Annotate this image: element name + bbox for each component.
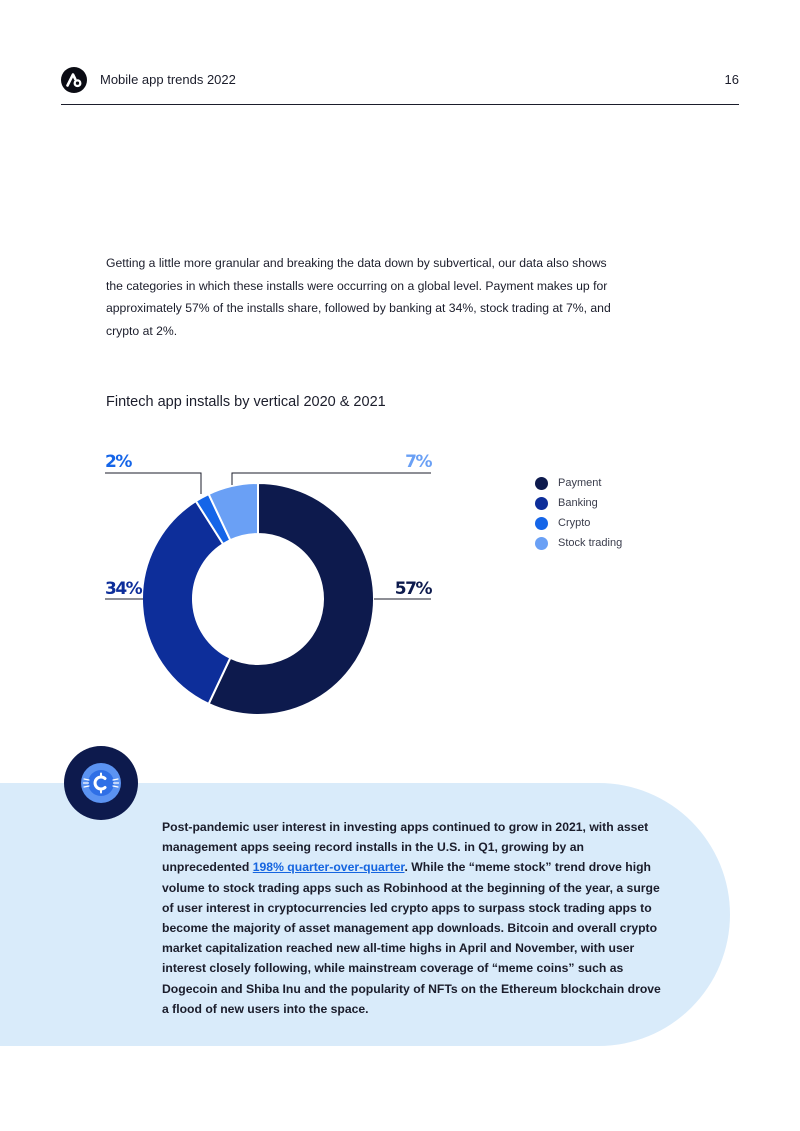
legend-swatch bbox=[535, 497, 548, 510]
chart-title: Fintech app installs by vertical 2020 & 2021 bbox=[106, 394, 386, 410]
leader-line-crypto bbox=[105, 473, 201, 494]
callout-text bbox=[162, 817, 662, 1019]
legend-swatch bbox=[535, 537, 548, 550]
legend-label: Payment bbox=[558, 477, 602, 489]
document-title: Mobile app trends 2022 bbox=[100, 72, 236, 87]
legend-item-stock-trading bbox=[535, 533, 622, 553]
legend-swatch bbox=[535, 477, 548, 490]
data-label-banking: 34% bbox=[105, 579, 142, 599]
callout-text-start: Post-pandemic user interest in investing apps continued to grow in 2021, with asset management apps seeing record installs in the U.S. in Q1, growing by an unprecedented bbox=[162, 820, 649, 875]
data-label-payment: 57% bbox=[394, 579, 431, 599]
intro-paragraph: Getting a little more granular and breaking the data down by subvertical, our data also shows the categories in which these installs were occurring on a global level. Payment makes up for approximately 57% of the installs share, followed by banking at 34%, stock trading at 7%, and crypto at 2%. bbox=[106, 256, 611, 338]
donut-chart bbox=[0, 430, 800, 730]
legend-item-banking bbox=[535, 493, 622, 513]
legend-swatch bbox=[535, 517, 548, 530]
legend-item-crypto bbox=[535, 513, 622, 533]
header-divider bbox=[61, 104, 739, 105]
quarter-over-quarter-link[interactable]: 198% quarter-over-quarter bbox=[252, 860, 405, 875]
data-label-stock: 7% bbox=[405, 452, 431, 472]
chart-legend bbox=[535, 473, 622, 553]
callout-text-end: . While the “meme stock” trend drove high volume to stock trading apps such as Robinhood at the beginning of the year, a surge of user interest in cryptocurrencies led crypto apps to surpass stock trading apps to become the majority of asset management app downloads. Bitcoin and overall crypto market capitalization reached new all-time highs in April and November, with user interest closely following, while mainstream coverage of “meme coins” such as Dogecoin and Shiba Inu and the popularity of NFTs on the Ethereum blockchain drove a flood of new users into the space. bbox=[162, 860, 661, 1016]
crypto-coin-icon bbox=[64, 746, 138, 820]
data-label-crypto: 2% bbox=[105, 452, 131, 472]
page-number: 16 bbox=[724, 72, 739, 87]
legend-label: Banking bbox=[558, 497, 598, 509]
adjust-logo-icon bbox=[61, 67, 87, 93]
legend-item-payment bbox=[535, 473, 622, 493]
legend-label: Crypto bbox=[558, 517, 591, 529]
legend-label: Stock trading bbox=[558, 537, 623, 549]
